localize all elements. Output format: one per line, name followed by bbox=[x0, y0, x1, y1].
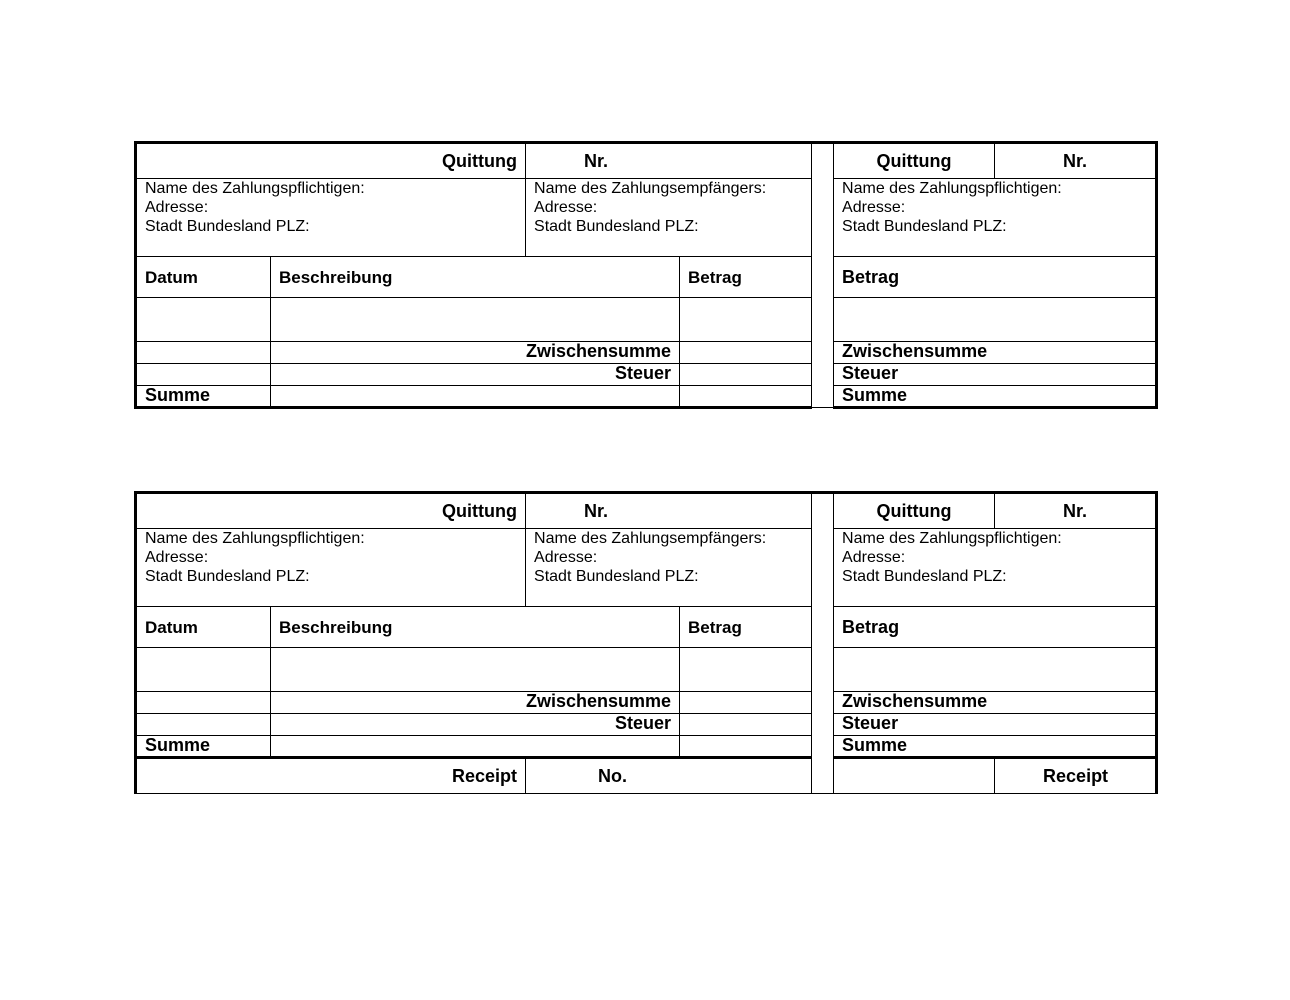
stub-number-label: Nr. bbox=[995, 493, 1157, 529]
receipt-number-label: Nr. bbox=[526, 143, 812, 179]
stub-payer-name-label: Name des Zahlungspflichtigen: bbox=[842, 180, 1062, 197]
subtotal-value-cell[interactable] bbox=[680, 692, 812, 714]
payer-name-label: Name des Zahlungspflichtigen: bbox=[145, 180, 365, 197]
description-cell[interactable] bbox=[271, 298, 680, 342]
stub-amount-header: Betrag bbox=[834, 257, 1157, 298]
stub-number-label: Nr. bbox=[995, 143, 1157, 179]
perforation-gap bbox=[812, 493, 834, 794]
amount-cell[interactable] bbox=[680, 648, 812, 692]
blank-cell bbox=[136, 342, 271, 364]
subtotal-value-cell[interactable] bbox=[680, 342, 812, 364]
tax-value-cell[interactable] bbox=[680, 364, 812, 386]
perforation-gap bbox=[834, 758, 995, 794]
payee-info bbox=[526, 529, 812, 607]
total-label: Summe bbox=[136, 386, 271, 408]
payer-name-label: Name des Zahlungspflichtigen: bbox=[145, 530, 365, 547]
receipt-form-1 bbox=[134, 141, 1158, 409]
blank-cell bbox=[136, 714, 271, 736]
description-column-header: Beschreibung bbox=[271, 257, 680, 298]
footer-number-label: No. bbox=[526, 758, 812, 794]
payee-city-label: Stadt Bundesland PLZ: bbox=[534, 218, 699, 235]
payer-address-label: Adresse: bbox=[145, 199, 209, 216]
payee-address-label: Adresse: bbox=[534, 199, 598, 216]
stub-payer-info bbox=[834, 529, 1157, 607]
stub-title: Quittung bbox=[834, 143, 995, 179]
date-column-header: Datum bbox=[136, 257, 271, 298]
stub-payer-info bbox=[834, 179, 1157, 257]
stub-amount-cell[interactable] bbox=[834, 648, 1157, 692]
payee-name-label: Name des Zahlungsempfängers: bbox=[534, 180, 767, 197]
blank-cell bbox=[136, 692, 271, 714]
payee-city-label: Stadt Bundesland PLZ: bbox=[534, 568, 699, 585]
stub-amount-cell[interactable] bbox=[834, 298, 1157, 342]
stub-subtotal-label: Zwischensumme bbox=[834, 692, 1157, 714]
subtotal-label: Zwischensumme bbox=[271, 692, 680, 714]
stub-payer-address-label: Adresse: bbox=[842, 549, 906, 566]
perforation-gap bbox=[812, 143, 834, 408]
amount-cell[interactable] bbox=[680, 298, 812, 342]
blank-cell bbox=[136, 364, 271, 386]
total-value-cell[interactable] bbox=[680, 736, 812, 758]
date-cell[interactable] bbox=[136, 648, 271, 692]
description-column-header: Beschreibung bbox=[271, 607, 680, 648]
stub-payer-city-label: Stadt Bundesland PLZ: bbox=[842, 218, 1007, 235]
stub-total-label: Summe bbox=[834, 736, 1157, 758]
stub-amount-header: Betrag bbox=[834, 607, 1157, 648]
stub-payer-name-label: Name des Zahlungspflichtigen: bbox=[842, 530, 1062, 547]
stub-payer-address-label: Adresse: bbox=[842, 199, 906, 216]
payee-name-label: Name des Zahlungsempfängers: bbox=[534, 530, 767, 547]
payer-info bbox=[136, 529, 526, 607]
payee-info bbox=[526, 179, 812, 257]
date-cell[interactable] bbox=[136, 298, 271, 342]
footer-stub-title: Receipt bbox=[995, 758, 1157, 794]
payee-address-label: Adresse: bbox=[534, 549, 598, 566]
payer-city-label: Stadt Bundesland PLZ: bbox=[145, 218, 310, 235]
receipt-form-2 bbox=[134, 491, 1158, 794]
stub-subtotal-label: Zwischensumme bbox=[834, 342, 1157, 364]
description-cell[interactable] bbox=[271, 648, 680, 692]
receipt-title: Quittung bbox=[136, 493, 526, 529]
total-description-cell bbox=[271, 736, 680, 758]
receipt-title: Quittung bbox=[136, 143, 526, 179]
tax-label: Steuer bbox=[271, 364, 680, 386]
total-value-cell[interactable] bbox=[680, 386, 812, 408]
stub-tax-label: Steuer bbox=[834, 714, 1157, 736]
stub-tax-label: Steuer bbox=[834, 364, 1157, 386]
receipt-number-label: Nr. bbox=[526, 493, 812, 529]
total-description-cell bbox=[271, 386, 680, 408]
total-label: Summe bbox=[136, 736, 271, 758]
payer-info bbox=[136, 179, 526, 257]
stub-title: Quittung bbox=[834, 493, 995, 529]
tax-label: Steuer bbox=[271, 714, 680, 736]
amount-column-header: Betrag bbox=[680, 607, 812, 648]
date-column-header: Datum bbox=[136, 607, 271, 648]
tax-value-cell[interactable] bbox=[680, 714, 812, 736]
stub-total-label: Summe bbox=[834, 386, 1157, 408]
stub-payer-city-label: Stadt Bundesland PLZ: bbox=[842, 568, 1007, 585]
payer-address-label: Adresse: bbox=[145, 549, 209, 566]
subtotal-label: Zwischensumme bbox=[271, 342, 680, 364]
payer-city-label: Stadt Bundesland PLZ: bbox=[145, 568, 310, 585]
amount-column-header: Betrag bbox=[680, 257, 812, 298]
footer-receipt-title: Receipt bbox=[136, 758, 526, 794]
